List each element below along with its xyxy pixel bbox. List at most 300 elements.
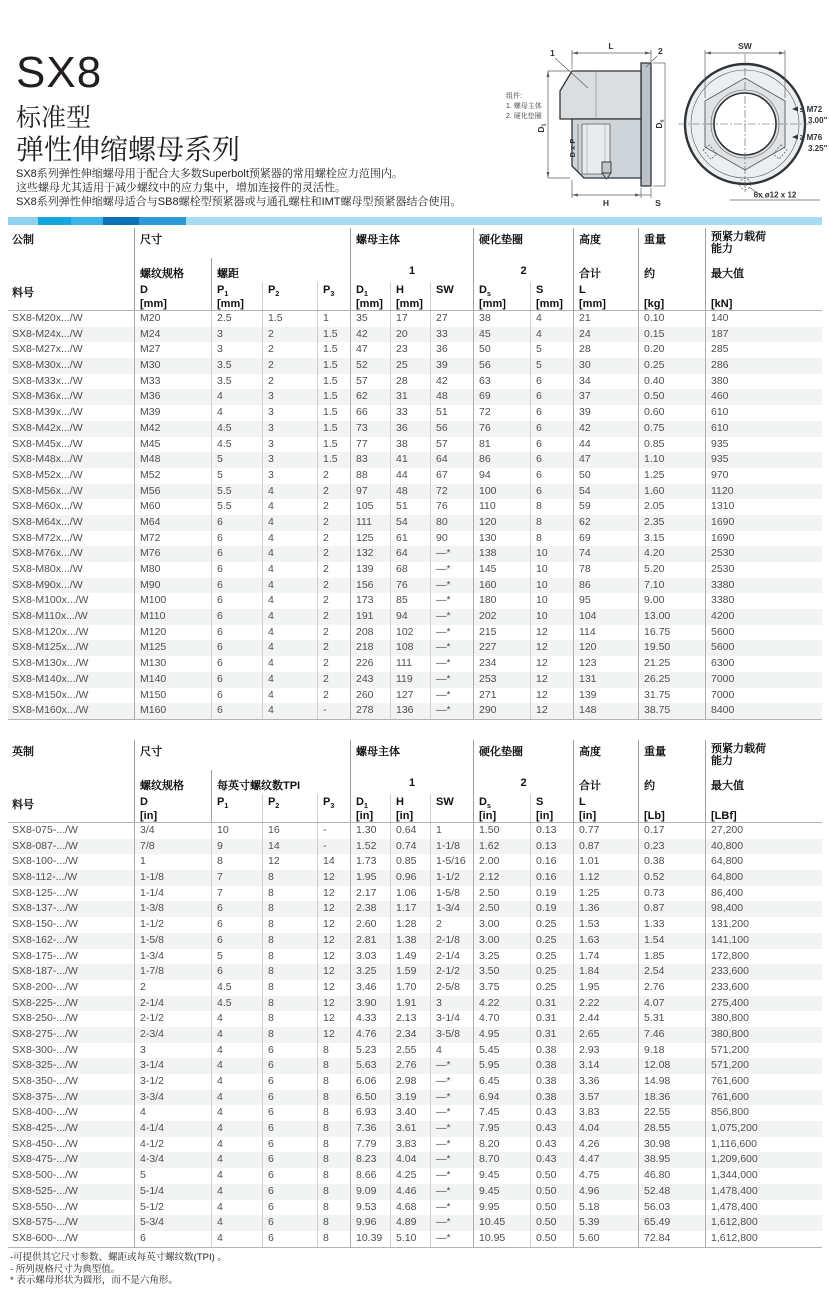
table-cell: 4 (134, 1105, 211, 1121)
table-cell: 85 (390, 593, 430, 609)
table-cell: 69 (573, 531, 638, 547)
table-cell: 856,800 (705, 1105, 822, 1121)
description-line-3: SX8系列弹性伸缩螺母适合与SB8螺栓型预紧器或与通孔螺柱和IMT螺母型预紧器结合使用。 (16, 196, 462, 208)
table-cell: 0.19 (530, 901, 573, 917)
table-cell: SX8-175-.../W (12, 949, 78, 962)
table-cell: 41 (390, 452, 430, 468)
table-cell: 3.40 (390, 1105, 430, 1121)
table-cell: 1.17 (390, 901, 430, 917)
table-cell: M52 (134, 468, 211, 484)
table-row (8, 656, 822, 672)
table-cell: 6 (211, 562, 262, 578)
table-cell: 1.54 (638, 933, 705, 949)
table-cell: 0.25 (530, 917, 573, 933)
table-cell: 1120 (705, 484, 822, 500)
section-view (536, 41, 666, 208)
table-cell: 0.85 (638, 437, 705, 453)
table-cell: 1-7/8 (134, 964, 211, 980)
table-cell: 10.95 (473, 1231, 530, 1247)
table-cell: 3 (262, 405, 317, 421)
front-view (678, 41, 828, 200)
table-cell: SX8-600-.../W (12, 1231, 78, 1244)
table-cell: 4 (211, 1121, 262, 1137)
table-cell: 6 (211, 672, 262, 688)
table-cell: —* (430, 640, 473, 656)
table-cell: 1310 (705, 499, 822, 515)
table-cell: 7000 (705, 672, 822, 688)
table-cell: 3-3/4 (134, 1090, 211, 1106)
table-cell: 16.75 (638, 625, 705, 641)
table-row (8, 546, 822, 562)
table-cell: 1 (317, 311, 350, 327)
table-cell: 1.5 (317, 342, 350, 358)
table-cell: 0.87 (638, 901, 705, 917)
table-cell: 3.25 (350, 964, 390, 980)
table-cell: 3.19 (390, 1090, 430, 1106)
table-cell: 77 (350, 437, 390, 453)
table-cell: 0.74 (390, 839, 430, 855)
table-cell: 7.46 (638, 1027, 705, 1043)
table-cell: 6 (262, 1043, 317, 1059)
table-cell: 10 (530, 562, 573, 578)
table-cell: M76 (134, 546, 211, 562)
table-cell: 5.45 (473, 1043, 530, 1059)
table-cell: 7.36 (350, 1121, 390, 1137)
table-cell: 14.98 (638, 1074, 705, 1090)
table-cell: —* (430, 1058, 473, 1074)
table-cell: 4 (262, 484, 317, 500)
table-cell: 3 (211, 327, 262, 343)
note-le-in: 3.00" (808, 116, 828, 125)
table-cell: 0.15 (638, 327, 705, 343)
table-cell: 0.50 (638, 389, 705, 405)
table-cell: 40,800 (705, 839, 822, 855)
table-cell: 0.52 (638, 870, 705, 886)
table-cell: 50 (573, 468, 638, 484)
table-cell: 0.25 (530, 980, 573, 996)
table-cell: 0.25 (638, 358, 705, 374)
table-cell: 3.83 (573, 1105, 638, 1121)
table-row (8, 1215, 822, 1231)
accent-bar-segment (139, 217, 186, 225)
table-cell: 8 (317, 1184, 350, 1200)
table-cell: 1.38 (390, 933, 430, 949)
table-row (8, 917, 822, 933)
table-cell: 12 (530, 625, 573, 641)
table-cell: 8.20 (473, 1137, 530, 1153)
table-cell: 5 (530, 358, 573, 374)
group-size: 尺寸 (134, 228, 350, 258)
table-cell: 21.25 (638, 656, 705, 672)
table-cell: 12 (317, 886, 350, 902)
table-cell: SX8-225-.../W (12, 996, 78, 1009)
table-cell: 8.23 (350, 1152, 390, 1168)
table-cell: 4.70 (473, 1011, 530, 1027)
table-cell: 8400 (705, 703, 822, 719)
table-cell: —* (430, 609, 473, 625)
table-row (8, 933, 822, 949)
table-cell: 4 (211, 1027, 262, 1043)
table-cell: SX8-162-.../W (12, 933, 78, 946)
table-cell: 278 (350, 703, 390, 719)
table-cell: 2 (317, 468, 350, 484)
table-cell: 1-1/8 (430, 839, 473, 855)
table-cell: 191 (350, 609, 390, 625)
table-cell: 3 (211, 342, 262, 358)
table-cell: 9.95 (473, 1200, 530, 1216)
table-cell: SX8-087-.../W (12, 839, 78, 852)
group-preload (705, 740, 822, 770)
table-cell: 123 (573, 656, 638, 672)
table-cell: 3.00 (473, 933, 530, 949)
table-cell: —* (430, 1152, 473, 1168)
table-cell: 38 (390, 437, 430, 453)
dim-arrow (645, 52, 651, 55)
table-cell: 12 (317, 949, 350, 965)
sub-max: 最大值 (705, 770, 822, 794)
table-cell: 5.23 (350, 1043, 390, 1059)
technical-drawing (498, 36, 830, 208)
table-cell: 1,344,000 (705, 1168, 822, 1184)
table-cell: 2-1/2 (430, 964, 473, 980)
table-cell: SX8-M30x.../W (12, 359, 83, 372)
table-cell: 81 (473, 437, 530, 453)
table-cell: 8 (262, 917, 317, 933)
table-cell: SX8-M24x.../W (12, 327, 83, 340)
table-cell: 6 (211, 578, 262, 594)
table-cell: 4 (530, 327, 573, 343)
table-cell: 3.46 (350, 980, 390, 996)
table-cell: 380,800 (705, 1027, 822, 1043)
table-cell: 5.63 (350, 1058, 390, 1074)
table-cell: 6 (211, 640, 262, 656)
table-cell: 9 (211, 839, 262, 855)
table-cell: 52.48 (638, 1184, 705, 1200)
table-cell: SX8-M27x.../W (12, 343, 83, 356)
table-cell: 0.50 (530, 1184, 573, 1200)
table-cell: 17 (390, 311, 430, 327)
table-row (8, 672, 822, 688)
table-row (8, 980, 822, 996)
table-cell: 4.68 (390, 1200, 430, 1216)
table-cell: 2 (317, 672, 350, 688)
table-cell: 187 (705, 327, 822, 343)
table-cell: 3.5 (211, 374, 262, 390)
table-cell: 12 (317, 901, 350, 917)
table-cell: 1.5 (262, 311, 317, 327)
dim-arrow (572, 194, 578, 197)
table-cell: 160 (473, 578, 530, 594)
table-cell: 86 (473, 452, 530, 468)
table-cell: SX8-275-.../W (12, 1027, 78, 1040)
table-cell: - (317, 839, 350, 855)
table-cell: 1.5 (317, 374, 350, 390)
col-header-kN: [kN] (705, 282, 822, 310)
table-row (8, 1090, 822, 1106)
table-cell: M120 (134, 625, 211, 641)
table-cell: 3380 (705, 593, 822, 609)
table-cell: 4 (211, 1137, 262, 1153)
table-cell: —* (430, 1200, 473, 1216)
table-cell: 61 (390, 531, 430, 547)
table-cell: 3.25 (473, 949, 530, 965)
table-cell: 0.17 (638, 823, 705, 839)
table-cell: 1.95 (350, 870, 390, 886)
table-cell: 380,800 (705, 1011, 822, 1027)
table-cell: 30 (573, 358, 638, 374)
table-cell: 37 (573, 389, 638, 405)
table-cell: SX8-M33x.../W (12, 374, 83, 387)
table-cell: SX8-375-.../W (12, 1090, 78, 1103)
table-cell: 36 (390, 421, 430, 437)
table-cell: 6 (211, 609, 262, 625)
table-cell: 12 (530, 703, 573, 719)
table-cell: 76 (473, 421, 530, 437)
table-row (8, 1058, 822, 1074)
table-cell: 86 (573, 578, 638, 594)
table-cell: 27,200 (705, 823, 822, 839)
table-cell: 67 (430, 468, 473, 484)
table-cell: 571,200 (705, 1043, 822, 1059)
dim-S-label: S (655, 198, 661, 208)
table-cell: 4.5 (211, 421, 262, 437)
table-cell: 0.64 (390, 823, 430, 839)
table-row (8, 703, 822, 719)
table-cell: 4200 (705, 609, 822, 625)
table-cell: SX8-M140x.../W (12, 672, 89, 685)
table-cell: 275,400 (705, 996, 822, 1012)
table-cell: 54 (573, 484, 638, 500)
table-cell: SX8-M130x.../W (12, 657, 89, 670)
table-cell: 8 (530, 515, 573, 531)
table-cell: 42 (573, 421, 638, 437)
col-header-P1: $P_1$ (211, 794, 262, 822)
table-cell: SX8-450-.../W (12, 1137, 78, 1150)
table-cell: 1.25 (573, 886, 638, 902)
note-ge-in: 3.25" (808, 144, 828, 153)
table-cell: M42 (134, 421, 211, 437)
table-cell: 2.5 (211, 311, 262, 327)
table-cell: SX8-425-.../W (12, 1122, 78, 1135)
table-cell: 35 (350, 311, 390, 327)
table-cell: 10 (530, 546, 573, 562)
table-cell: 6 (211, 515, 262, 531)
table-cell: 1.50 (473, 823, 530, 839)
sub-washer-number: 2 (473, 258, 573, 282)
table-cell: 6 (262, 1231, 317, 1247)
table-cell: SX8-M42x.../W (12, 421, 83, 434)
table-cell: 6 (530, 452, 573, 468)
table-cell: 72 (473, 405, 530, 421)
table-cell: 3.57 (573, 1090, 638, 1106)
table-cell: 68 (390, 562, 430, 578)
table-cell: 0.43 (530, 1105, 573, 1121)
table-cell: M140 (134, 672, 211, 688)
imperial-table-body (8, 823, 822, 1248)
table-cell: 88 (350, 468, 390, 484)
table-cell: 6 (530, 421, 573, 437)
table-cell: 970 (705, 468, 822, 484)
table-row (8, 1152, 822, 1168)
table-row (8, 389, 822, 405)
table-cell: 0.87 (573, 839, 638, 855)
table-cell: M24 (134, 327, 211, 343)
table-cell: 34 (573, 374, 638, 390)
table-cell: SX8-M39x.../W (12, 406, 83, 419)
table-cell: 3-1/4 (134, 1058, 211, 1074)
table-cell: 0.20 (638, 342, 705, 358)
table-row (8, 688, 822, 704)
table-row (8, 1074, 822, 1090)
table-cell: 12 (317, 917, 350, 933)
sub-tpi: 每英寸螺纹数TPI (211, 770, 350, 794)
table-cell: 3.36 (573, 1074, 638, 1090)
table-cell: —* (430, 1168, 473, 1184)
table-cell: 2.50 (473, 886, 530, 902)
table-cell: 1.70 (390, 980, 430, 996)
table-cell: —* (430, 1184, 473, 1200)
table-cell: 8 (262, 996, 317, 1012)
table-cell: 13.00 (638, 609, 705, 625)
components-title: 组件: (506, 93, 522, 100)
table-cell: 2.55 (390, 1043, 430, 1059)
table-cell: 8 (317, 1058, 350, 1074)
table-cell: 6.50 (350, 1090, 390, 1106)
table-cell: 8 (317, 1121, 350, 1137)
product-description (16, 167, 516, 209)
dim-SW-label: SW (738, 41, 752, 51)
table-cell: 50 (473, 342, 530, 358)
table-cell: 173 (350, 593, 390, 609)
table-cell: 761,600 (705, 1074, 822, 1090)
table-cell: 64 (430, 452, 473, 468)
table-cell: 2.81 (350, 933, 390, 949)
table-row (8, 1168, 822, 1184)
table-cell: - (317, 823, 350, 839)
table-cell: 0.38 (530, 1058, 573, 1074)
table-cell: 0.25 (530, 964, 573, 980)
table-cell: 571,200 (705, 1058, 822, 1074)
washer-section (641, 63, 651, 186)
table-cell: 4 (211, 1058, 262, 1074)
table-cell: 64,800 (705, 870, 822, 886)
table-cell: 2.50 (473, 901, 530, 917)
table-cell: 0.60 (638, 405, 705, 421)
table-cell: —* (430, 546, 473, 562)
dim-arrow (547, 172, 550, 178)
table-cell: 9.45 (473, 1168, 530, 1184)
table-cell: 12 (317, 980, 350, 996)
table-cell: 2.60 (350, 917, 390, 933)
table-cell: 31 (390, 389, 430, 405)
table-cell: 1-5/8 (134, 933, 211, 949)
group-height: 高度 (573, 228, 638, 258)
table-cell: M110 (134, 609, 211, 625)
table-cell: SX8-525-.../W (12, 1184, 78, 1197)
table-cell: 2.05 (638, 499, 705, 515)
table-cell: 1-3/4 (430, 901, 473, 917)
table-cell: 5600 (705, 625, 822, 641)
table-cell: 59 (573, 499, 638, 515)
table-row (8, 468, 822, 484)
table-cell: 97 (350, 484, 390, 500)
col-header-L: L [mm] (573, 282, 638, 310)
table-cell: 69 (473, 389, 530, 405)
table-cell: 233,600 (705, 980, 822, 996)
table-cell: SX8-M100x.../W (12, 594, 89, 607)
table-cell: 4 (262, 562, 317, 578)
table-cell: 48 (430, 389, 473, 405)
table-cell: 6 (211, 593, 262, 609)
table-cell: 131 (573, 672, 638, 688)
table-cell: 2-3/4 (134, 1027, 211, 1043)
table-cell: 4 (211, 1215, 262, 1231)
table-cell: 6 (211, 531, 262, 547)
table-cell: SX8-M80x.../W (12, 563, 83, 575)
table-cell: 4 (211, 405, 262, 421)
table-cell: 1.10 (638, 452, 705, 468)
col-header-H: H [in] (390, 794, 430, 822)
table-cell: 4.76 (350, 1027, 390, 1043)
table-cell: 4 (262, 546, 317, 562)
table-cell: 42 (350, 327, 390, 343)
group-height: 高度 (573, 740, 638, 770)
table-cell: M72 (134, 531, 211, 547)
table-cell: SX8-125-.../W (12, 886, 78, 899)
table-cell: 1.5 (317, 405, 350, 421)
table-cell: M80 (134, 562, 211, 578)
table-cell: 6 (211, 625, 262, 641)
col-header-Lb: [Lb] (638, 794, 705, 822)
table-cell: 2.35 (638, 515, 705, 531)
table-cell: —* (430, 1231, 473, 1247)
table-cell: 1.84 (573, 964, 638, 980)
table-cell: 1.01 (573, 854, 638, 870)
table-cell: 8 (317, 1043, 350, 1059)
table-cell: 761,600 (705, 1090, 822, 1106)
table-cell: —* (430, 593, 473, 609)
imperial-table-header (8, 740, 822, 823)
table-cell: 78 (573, 562, 638, 578)
table-cell: 52 (350, 358, 390, 374)
table-cell: 56.03 (638, 1200, 705, 1216)
table-cell: 6 (211, 656, 262, 672)
table-cell: 234 (473, 656, 530, 672)
metric-table-header (8, 228, 822, 311)
table-cell: 8.70 (473, 1152, 530, 1168)
table-cell: 12 (317, 870, 350, 886)
table-cell: 0.16 (530, 870, 573, 886)
table-cell: 8 (317, 1152, 350, 1168)
table-cell: —* (430, 562, 473, 578)
table-cell: 4 (262, 515, 317, 531)
table-cell: 10 (530, 578, 573, 594)
table-row (8, 515, 822, 531)
table-cell: 1,209,600 (705, 1152, 822, 1168)
table-cell: 0.85 (390, 854, 430, 870)
table-cell: 104 (573, 609, 638, 625)
table-cell: M100 (134, 593, 211, 609)
table-cell: 45 (473, 327, 530, 343)
sub-thread-spec: 螺纹规格 (134, 258, 211, 282)
table-row (8, 437, 822, 453)
table-cell: 2.12 (473, 870, 530, 886)
table-cell: 12 (530, 640, 573, 656)
table-cell: 4 (211, 1168, 262, 1184)
table-cell: 4-1/4 (134, 1121, 211, 1137)
table-cell: 0.25 (530, 933, 573, 949)
table-cell: 56 (430, 421, 473, 437)
